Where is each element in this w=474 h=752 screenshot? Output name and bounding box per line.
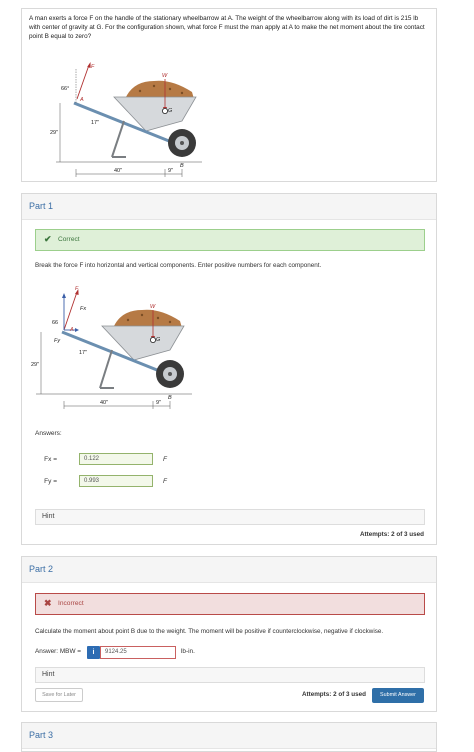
dim-40-label: 40"	[100, 400, 109, 406]
problem-card	[21, 8, 437, 182]
moment-label: Answer: MBW =	[35, 648, 81, 655]
dim-17-label: 17"	[91, 120, 100, 126]
problem-text: A man exerts a force F on the handle of the stationary wheelbarrow at A. The weight of the wheelbarrow along with its load of dirt is 215 lb with center of gravity at G. For the configuration shown, what force F must the man apply at A to make the net moment about the tire contact point B equal to zero?	[29, 15, 425, 41]
part2-hint-button[interactable]: Hint	[35, 667, 425, 683]
dim-9-label: 9"	[168, 168, 174, 174]
wheelbarrow-components-figure	[31, 284, 194, 412]
dim-40-label: 40"	[114, 168, 123, 174]
info-icon[interactable]: i	[87, 646, 100, 659]
moment-unit: lb-in.	[181, 648, 195, 655]
fy-unit: F	[163, 478, 167, 485]
dim-9-label: 9"	[156, 400, 162, 406]
point-b-label: B	[168, 395, 172, 401]
angle-label: 66	[52, 320, 59, 326]
part3-card	[21, 722, 437, 752]
correct-banner	[35, 229, 425, 251]
fy-answer-row	[35, 475, 185, 489]
x-icon: ✖	[44, 598, 52, 608]
point-a-label: A	[70, 327, 74, 333]
fx-answer-row	[35, 453, 185, 467]
force-fy-label: Fy	[54, 338, 61, 344]
fx-unit: F	[163, 456, 167, 463]
part2-card	[21, 556, 437, 712]
fy-input[interactable]: 0.993	[79, 475, 153, 487]
check-icon: ✔	[44, 234, 52, 244]
incorrect-status-text: Incorrect	[58, 600, 84, 607]
point-g-label: G	[168, 108, 173, 114]
part2-attempts: Attempts: 2 of 3 used	[301, 691, 366, 698]
angle-label: 66°	[61, 86, 70, 92]
wheelbarrow-figure	[50, 59, 204, 179]
part2-header[interactable]	[22, 557, 436, 583]
weight-w-label: W	[150, 304, 156, 310]
save-for-later-button[interactable]: Save for Later	[35, 688, 83, 702]
part2-instruction: Calculate the moment about point B due to the weight. The moment will be positive if counterclockwise, negative if clockwise.	[35, 628, 384, 635]
dim-17-label: 17"	[79, 350, 88, 356]
fx-label: Fx =	[44, 456, 57, 463]
point-b-label: B	[180, 163, 184, 169]
correct-status-text: Correct	[58, 236, 80, 243]
moment-input[interactable]: 9124.25	[100, 646, 176, 659]
part3-header[interactable]	[22, 723, 436, 749]
force-fx-label: Fx	[80, 306, 87, 312]
force-f-label: F	[91, 64, 95, 70]
part1-card	[21, 193, 437, 545]
fx-input[interactable]: 0.122	[79, 453, 153, 465]
point-a-label: A	[80, 97, 84, 103]
force-f-label: F	[75, 286, 79, 292]
weight-w-label: W	[162, 73, 168, 79]
fy-label: Fy =	[44, 478, 57, 485]
part3-title: Part 3	[29, 730, 54, 740]
part1-header[interactable]	[22, 194, 436, 220]
part2-title: Part 2	[29, 564, 54, 574]
point-g-label: G	[156, 337, 161, 343]
incorrect-banner	[35, 593, 425, 615]
submit-answer-button[interactable]: Submit Answer	[372, 688, 424, 703]
part1-title: Part 1	[29, 201, 54, 211]
part1-attempts: Attempts: 2 of 3 used	[359, 531, 424, 538]
answers-label: Answers:	[35, 430, 62, 437]
dim-29-label: 29"	[31, 362, 40, 368]
part1-hint-button[interactable]: Hint	[35, 509, 425, 525]
dim-29-label: 29"	[50, 130, 59, 136]
moment-answer-row	[35, 648, 235, 662]
part1-instruction: Break the force F into horizontal and vertical components. Enter positive numbers for each component.	[35, 262, 322, 269]
